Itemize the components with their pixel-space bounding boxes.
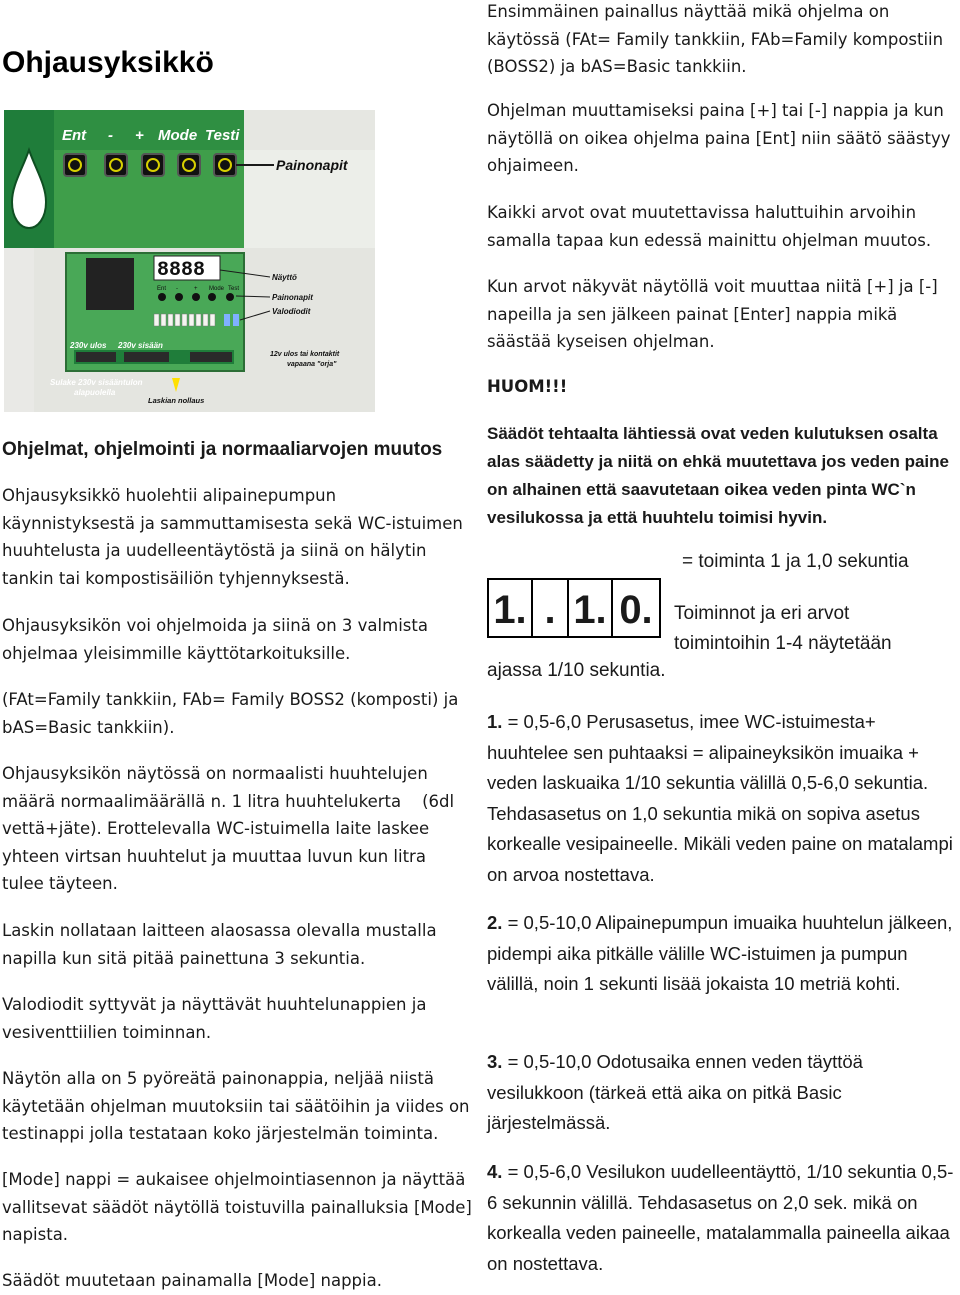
- board-small-plus: +: [194, 286, 198, 292]
- digit-box-3: 1.: [567, 578, 613, 638]
- button-ent-icon: [64, 154, 86, 176]
- board-label-display: Näyttö: [272, 273, 297, 282]
- board-small-mode: Mode: [209, 286, 225, 292]
- section-heading: Ohjelmat, ohjelmointi ja normaaliarvojen muutos: [2, 439, 443, 460]
- control-unit-photo: [4, 110, 375, 412]
- btn-label-test: Testi: [205, 127, 240, 144]
- settings-item-2: [487, 908, 957, 1000]
- btn-label-minus: -: [108, 127, 113, 144]
- board-small-ent: Ent: [157, 286, 167, 292]
- left-paragraph-8: [Mode] nappi = aukaisee ohjelmointiasennon ja näyttää vallitsevat säädöt näytöllä toistuvilla painalluksia [Mode] napista.: [2, 1170, 472, 1244]
- settings-item-number: 4.: [487, 1161, 503, 1182]
- button-plus-icon: [142, 154, 164, 176]
- left-paragraph-7: Näytön alla on 5 pyöreätä painonappia, neljää niistä käytetään ohjelman muutoksiin tai säätöihin ja viides on testinappi jolla testataan koko järjestelmän toiminta.: [2, 1069, 470, 1143]
- ajassa-caption: ajassa 1/10 sekuntia.: [487, 660, 666, 681]
- right-intro-2: Ohjelman muuttamiseksi paina [+] tai [-] nappia ja kun näytöllä on oikea ohjelma paina [Ent] niin säätö säästyy ohjaimeen.: [487, 101, 951, 175]
- settings-item-number: 2.: [487, 912, 503, 933]
- settings-item-text: = 0,5-10,0 Odotusaika ennen veden täyttöä vesilukkoon (tärkeä että aika on pitkä Basic järjestelmässä.: [487, 1051, 863, 1133]
- button-minus-icon: [105, 154, 127, 176]
- control-unit-illustration: [4, 110, 375, 412]
- btn-label-plus: +: [135, 127, 144, 144]
- right-intro-3: Kaikki arvot ovat muutettavissa haluttuihin arvoihin samalla tapaa kun edessä mainittu ohjelman muutos.: [487, 203, 932, 250]
- fuse-label-b: alapuolella: [74, 388, 116, 397]
- painonapit-label: Painonapit: [276, 157, 348, 173]
- right-intro-1: Ensimmäinen painallus näyttää mikä ohjelma on käytössä (FAt= Family tankkiin, FAb=Family kompostiin (BOSS2) ja bAS=Basic tankkiin.: [487, 2, 944, 76]
- reset-label: Laskian nollaus: [148, 396, 205, 405]
- left-paragraph-5: Laskin nollataan laitteen alaosassa olevalla mustalla napilla kun sitä pitää painettuna 3 sekuntia.: [2, 921, 437, 968]
- out-12-label: 12v ulos tai kontaktit: [270, 351, 340, 358]
- out-230-label: 230v ulos: [70, 341, 107, 350]
- page-title: Ohjausyksikkö: [2, 46, 214, 79]
- settings-item-1: [487, 707, 957, 890]
- button-test-icon: [214, 154, 236, 176]
- digit-box-2: .: [531, 578, 569, 638]
- settings-item-number: 3.: [487, 1051, 503, 1072]
- left-paragraph-2: Ohjausyksikön voi ohjelmoida ja siinä on 3 valmista ohjelmaa yleisimmille käyttötarkoituksille.: [2, 616, 428, 663]
- in-230-label: 230v sisään: [118, 341, 163, 350]
- left-paragraph-1: Ohjausyksikkö huolehtii alipainepumpun käynnistyksestä ja sammuttamisesta sekä WC-istuimen huuhtelusta ja uudelleentäytöstä ja siinä on hälytin tankin tai kompostisäiliön tyhjennyksestä.: [2, 486, 463, 588]
- btn-label-ent: Ent: [62, 127, 87, 144]
- btn-label-mode: Mode: [158, 127, 198, 144]
- board-small-minus: -: [176, 286, 178, 292]
- left-paragraph-9: Säädöt muutetaan painamalla [Mode] nappia.: [2, 1271, 382, 1290]
- toiminta-caption: = toiminta 1 ja 1,0 sekuntia: [682, 551, 909, 572]
- settings-item-3: [487, 1047, 957, 1139]
- button-mode-icon: [178, 154, 200, 176]
- toiminnot-caption: Toiminnot ja eri arvot toimintoihin 1-4 näytetään: [674, 603, 892, 654]
- fuse-label: Sulake 230v sisääntulon: [50, 378, 143, 387]
- settings-item-4: [487, 1157, 957, 1279]
- out-12-label-b: vapaana "orja": [287, 361, 337, 368]
- right-intro-4: Kun arvot näkyvät näytöllä voit muuttaa niitä [+] ja [-] napeilla ja sen jälkeen painat [Enter] nappia mikä säästää kyseisen ohjelman.: [487, 277, 938, 351]
- digit-box-4: 0.: [611, 578, 661, 638]
- digit-box-1: 1.: [487, 578, 533, 638]
- settings-item-text: = 0,5-6,0 Perusasetus, imee WC-istuimesta+ huuhtelee sen puhtaaksi = alipaineyksikön imuaika + veden laskuaika 1/10 sekuntia välillä 0,5-6,0 sekuntia. Tehdasasetus on 1,0 sekuntia mikä on sopiva asetus korkealle vesipaineelle. Mikäli veden paine on matalampi on arvoa nostettava.: [487, 711, 953, 885]
- board-small-test: Test: [228, 286, 240, 292]
- left-paragraph-6: Valodiodit syttyvät ja näyttävät huuhtelunappien ja vesiventtiilien toiminnan.: [2, 995, 427, 1042]
- display-digits: 8888: [157, 259, 206, 282]
- board-label-buttons: Painonapit: [272, 293, 313, 302]
- settings-item-number: 1.: [487, 711, 503, 732]
- board-label-leds: Valodiodit: [272, 307, 311, 316]
- settings-item-text: = 0,5-10,0 Alipainepumpun imuaika huuhtelun jälkeen, pidempi aika pitkälle välille WC-istuimen ja pumpun välillä, noin 1 sekunti lisää jokaista 10 metriä kohti.: [487, 912, 953, 994]
- huom-heading: HUOM!!!: [487, 377, 568, 396]
- factory-settings-note: Säädöt tehtaalta lähtiessä ovat veden kulutuksen osalta alas säädetty ja niitä on ehkä muutettava jos veden paine on alhainen että saavutetaan oikea veden pinta WC`n vesilukossa ja että huuhtelu toimisi hyvin.: [487, 424, 949, 527]
- transformer-icon: [86, 258, 134, 310]
- settings-item-text: = 0,5-6,0 Vesilukon uudelleentäyttö, 1/10 sekuntia 0,5-6 sekunnin välillä. Tehdasasetus on 2,0 sek. mikä on korkealla veden paineelle, matalammalla paineella aikaa on nostettava.: [487, 1161, 954, 1274]
- left-paragraph-3: (FAt=Family tankkiin, FAb= Family BOSS2 (komposti) ja bAS=Basic tankkiin).: [2, 690, 459, 737]
- left-paragraph-4: Ohjausyksikön näytössä on normaalisti huuhtelujen määrä normaalimäärällä n. 1 litra huuhtelukerta (6dl vettä+jäte). Erottelevalla WC-istuimella laite laskee yhteen virtsan huuhtelut ja muuttaa luvun kun litra tulee täyteen.: [2, 764, 460, 893]
